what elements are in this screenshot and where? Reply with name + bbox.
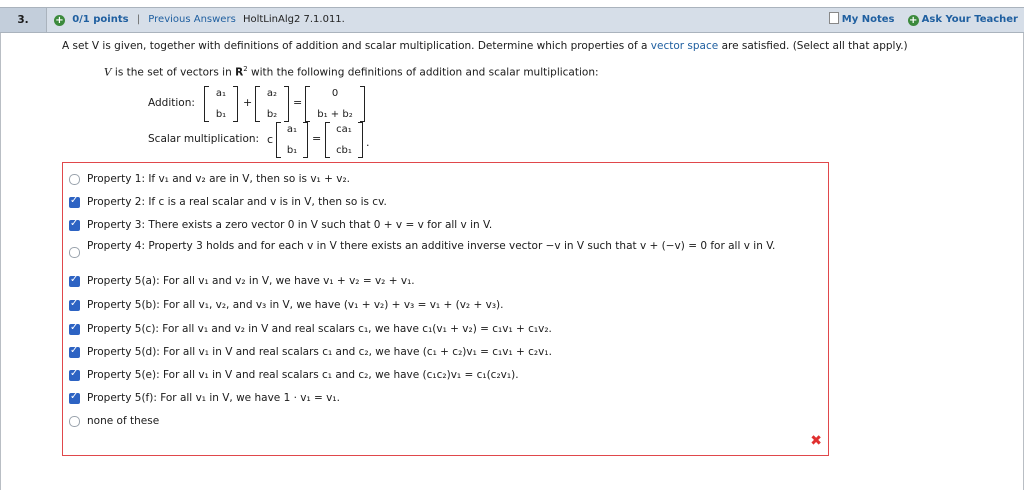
matrix-entry: b₂ bbox=[266, 109, 278, 120]
option-label: Property 2: If c is a real scalar and v is in V, then so is cv. bbox=[87, 196, 387, 208]
matrix-entry: b₁ + b₂ bbox=[317, 109, 353, 120]
set-r: R bbox=[235, 66, 244, 79]
option-label: Property 5(a): For all v₁ and v₂ in V, we have v₁ + v₂ = v₂ + v₁. bbox=[87, 275, 415, 287]
set-def-text: with the following definitions of addition and scalar multiplication: bbox=[247, 66, 599, 79]
option-label: Property 4: Property 3 holds and for each v in V there exists an additive inverse vector −v in V such that v + (−v) = 0 for all v in V. bbox=[87, 240, 776, 252]
previous-answers-link[interactable]: Previous Answers bbox=[148, 14, 236, 25]
ask-teacher-link[interactable]: Ask Your Teacher bbox=[921, 14, 1018, 25]
header-separator: | bbox=[136, 14, 141, 25]
notes-icon[interactable] bbox=[829, 12, 839, 24]
matrix-sum bbox=[305, 86, 365, 122]
answer-options bbox=[62, 162, 829, 456]
header-right bbox=[829, 8, 1018, 32]
period: . bbox=[366, 136, 370, 149]
checkbox[interactable] bbox=[69, 247, 80, 258]
option-label: Property 3: There exists a zero vector 0 in V such that 0 + v = v for all v in V. bbox=[87, 219, 493, 231]
scalar-c: c bbox=[267, 133, 274, 146]
header-left bbox=[54, 8, 345, 32]
matrix-c-a bbox=[276, 122, 308, 158]
ask-teacher-plus-icon[interactable]: + bbox=[908, 15, 918, 26]
plus-sign: + bbox=[243, 96, 253, 109]
checkbox[interactable] bbox=[69, 174, 80, 185]
question-text bbox=[62, 40, 908, 52]
question-text-part: A set V is given, together with definitions of addition and scalar multiplication. Determine which properties of a bbox=[62, 40, 648, 52]
vector-space-link[interactable]: vector space bbox=[650, 40, 719, 52]
option-label: Property 5(e): For all v₁ in V and real scalars c₁ and c₂, we have (c₁c₂)v₁ = c₁(c₂v₁). bbox=[87, 369, 519, 381]
my-notes-link[interactable]: My Notes bbox=[841, 14, 895, 25]
checkbox[interactable] bbox=[69, 347, 80, 358]
matrix-entry: cb₁ bbox=[336, 145, 352, 156]
checkbox[interactable] bbox=[69, 300, 80, 311]
scalar-label: Scalar multiplication: bbox=[148, 133, 260, 145]
equals-sign: = bbox=[312, 132, 322, 145]
matrix-entry: ca₁ bbox=[336, 124, 352, 135]
matrix-entry: a₁ bbox=[286, 124, 298, 135]
matrix-a bbox=[204, 86, 238, 122]
equals-sign: = bbox=[293, 96, 303, 109]
matrix-entry: b₁ bbox=[215, 109, 227, 120]
checkbox[interactable] bbox=[69, 416, 80, 427]
option-label: Property 5(c): For all v₁ and v₂ in V and real scalars c₁, we have c₁(v₁ + v₂) = c₁v₁ + c₁v₂. bbox=[87, 323, 552, 335]
matrix-entry: b₁ bbox=[286, 145, 298, 156]
matrix-entry: a₂ bbox=[266, 88, 278, 99]
addition-label: Addition: bbox=[148, 97, 195, 109]
option-label: none of these bbox=[87, 415, 160, 427]
checkbox[interactable] bbox=[69, 197, 80, 208]
matrix-entry: a₁ bbox=[215, 88, 227, 99]
option-label: Property 5(d): For all v₁ in V and real scalars c₁ and c₂, we have (c₁ + c₂)v₁ = c₁v₁ + c₂v₁. bbox=[87, 346, 552, 358]
question-text-part: are satisfied. (Select all that apply.) bbox=[721, 40, 908, 52]
checkbox[interactable] bbox=[69, 393, 80, 404]
points-label: 0/1 points bbox=[72, 14, 129, 25]
set-definition bbox=[104, 65, 599, 79]
set-v: V bbox=[104, 66, 112, 79]
option-label: Property 5(f): For all v₁ in V, we have 1 · v₁ = v₁. bbox=[87, 392, 340, 404]
matrix-entry: 0 bbox=[331, 88, 339, 99]
checkbox[interactable] bbox=[69, 276, 80, 287]
question-number: 3. bbox=[0, 8, 47, 32]
option-label: Property 5(b): For all v₁, v₂, and v₃ in V, we have (v₁ + v₂) + v₃ = v₁ + (v₂ + v₃). bbox=[87, 299, 504, 311]
set-def-text: is the set of vectors in bbox=[111, 66, 236, 79]
matrix-scaled bbox=[325, 122, 363, 158]
checkbox[interactable] bbox=[69, 370, 80, 381]
checkbox[interactable] bbox=[69, 324, 80, 335]
set-exponent: 2 bbox=[243, 65, 248, 73]
expand-plus-icon[interactable]: + bbox=[55, 15, 64, 26]
incorrect-x-icon: ✖ bbox=[810, 433, 822, 449]
source-label: HoltLinAlg2 7.1.011. bbox=[242, 14, 345, 25]
option-label: Property 1: If v₁ and v₂ are in V, then so is v₁ + v₂. bbox=[87, 173, 350, 185]
checkbox[interactable] bbox=[69, 220, 80, 231]
question-header bbox=[0, 7, 1024, 33]
matrix-b bbox=[255, 86, 289, 122]
